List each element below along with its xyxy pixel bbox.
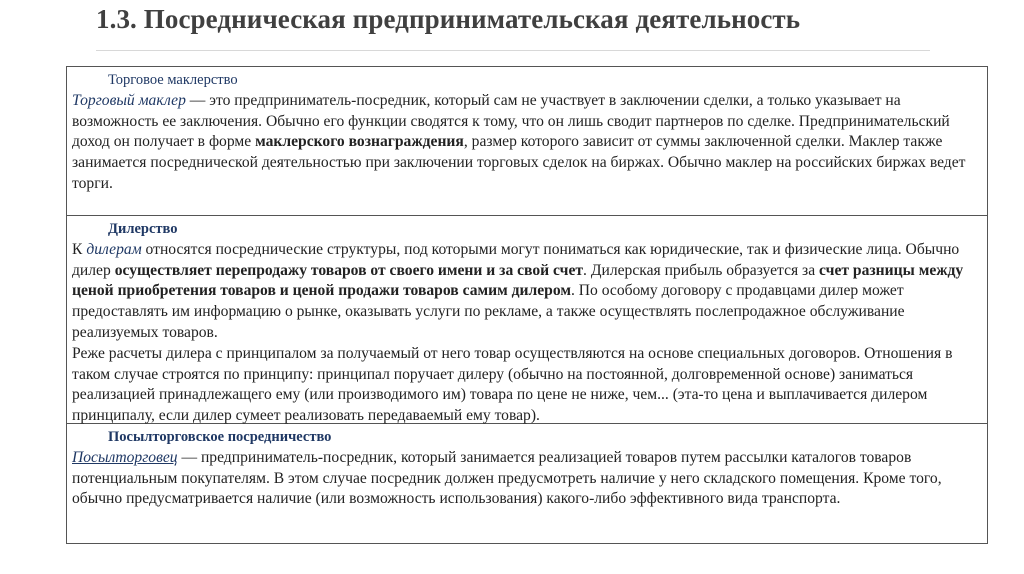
- content-table: [66, 66, 988, 544]
- emphasis: счет разницы между ценой приобретения товаров и ценой продажи товаров самим дилером: [72, 261, 964, 300]
- section-text: [72, 448, 981, 510]
- term: Посылторговец: [72, 448, 178, 466]
- section-heading: Дилерство: [108, 221, 178, 237]
- section-text: [72, 240, 981, 344]
- section-heading: Торговое маклерство: [108, 72, 238, 88]
- section-text: [72, 91, 981, 195]
- title-divider: [96, 50, 930, 51]
- text-run: . По особому договору с продавцами дилер может предоставлять им информацию о рынке, оказывать услуги по рекламе, а также осуществлять послепродажное обслуживание реализуемых товаров.: [72, 282, 905, 341]
- text-run: относятся посреднические структуры, под которыми могут пониматься как юридические, так и физические лица. Обычно дилер: [72, 240, 960, 279]
- term: Торговый маклер: [72, 91, 186, 109]
- section-brokerage: [67, 67, 987, 215]
- text-run: — это предприниматель-посредник, который сам не участвует в заключении сделки, а только указывает на возможность ее заключения. Обычно его функции сводятся к тому, что он лишь сводит партнеров по сделке. Предпринимательский доход он получает в форме: [72, 91, 950, 151]
- page-title: 1.3. Посредническая предпринимательская деятельность: [96, 4, 801, 34]
- emphasis: осуществляет перепродажу товаров от своего имени и за свой счет: [114, 261, 584, 279]
- text-run: , размер которого зависит от суммы заключенной сделки. Маклер также занимается посреднической деятельностью при заключении торговых сделок на биржах. Обычно маклер на российских биржах ведет торги.: [72, 133, 966, 192]
- text-run: . Дилерская прибыль образуется за: [583, 261, 820, 279]
- section-mail-order: [67, 423, 987, 543]
- term: дилерам: [86, 240, 142, 258]
- emphasis: маклерского вознаграждения: [255, 133, 464, 151]
- text-run: — предприниматель-посредник, который занимается реализацией товаров путем рассылки каталогов товаров потенциальным покупателям. В этом случае посредник должен предусмотреть наличие у него складского помещения. Кроме того, обычно предусматривается наличие (или возможность использования) какого-либо эффективного вида транспорта.: [72, 448, 942, 508]
- section-heading: Посылторговское посредничество: [108, 429, 332, 445]
- text-run: К: [72, 240, 87, 258]
- section-dealership: [67, 215, 987, 423]
- section-text: Реже расчеты дилера с принципалом за получаемый от него товар осуществляются на основе специальных договоров. Отношения в таком случае строятся по принципу: принципал поручает дилеру (обычно на постоянной, долговременной основе) заниматься реализацией принадлежащего ему (или производимого им) товара по цене не ниже, чем... (эта-то цена и выплачивается дилером принципалу, если дилер сумеет реализовать передаваемый ему товар).: [72, 344, 953, 425]
